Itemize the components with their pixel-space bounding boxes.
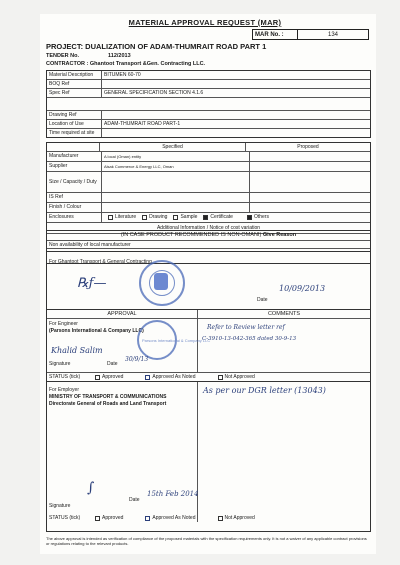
engineer-signature: Khalid Salim xyxy=(51,346,103,355)
spec-label: IS Ref xyxy=(47,193,102,202)
detail-value: BITUMEN 60-70 xyxy=(104,72,141,78)
non-omani-reason: Non availability of local manufacturer xyxy=(49,242,131,248)
engineer-status-approved[interactable] xyxy=(95,373,123,381)
engineer-date-label: Date xyxy=(107,361,118,367)
spec-proposed xyxy=(250,152,370,161)
contractor-line: CONTRACTOR : Ghantoot Transport &Gen. Contracting LLC. xyxy=(46,61,206,67)
contractor-date-label: Date xyxy=(257,297,268,303)
spec-header-specified: Specified xyxy=(100,143,246,151)
detail-value: GENERAL SPECIFICATION SECTION 4.1.6 xyxy=(104,90,204,96)
employer-status-approved-as-noted[interactable] xyxy=(145,514,195,522)
checkbox-icon[interactable] xyxy=(142,215,147,220)
checkbox-icon[interactable] xyxy=(95,375,100,380)
detail-row xyxy=(47,89,370,98)
employer-date-value: 15th Feb 2014 xyxy=(147,490,199,498)
spec-table-header xyxy=(47,143,370,152)
engineer-date-value: 30/9/13 xyxy=(125,356,149,363)
spec-header-blank xyxy=(47,143,100,151)
details-table xyxy=(46,70,371,138)
employer-status-approved[interactable] xyxy=(95,514,123,522)
engineer-name: (Parsons International & Company LLC) xyxy=(49,328,144,334)
contractor-sign-section xyxy=(46,252,371,310)
tender-line xyxy=(46,53,131,59)
detail-value xyxy=(102,80,370,88)
employer-label: For Employer xyxy=(49,387,80,393)
non-omani-section xyxy=(46,230,371,252)
engineer-comment-line2: C-3910-13-042-365 dated 30-9-13 xyxy=(202,336,297,342)
detail-row xyxy=(47,129,370,137)
spec-label: Supplier xyxy=(47,162,102,171)
tender-label: TENDER No. xyxy=(46,53,79,59)
spec-specified xyxy=(102,203,250,212)
status-option-label: Not Approved xyxy=(224,515,255,521)
enclosures-row xyxy=(47,213,370,223)
approval-heading-row xyxy=(47,310,370,319)
detail-value xyxy=(102,111,370,119)
spec-row xyxy=(47,172,370,193)
mar-number-box xyxy=(252,29,370,40)
checkbox-icon[interactable] xyxy=(108,215,113,220)
engineer-status-label: STATUS (tick) xyxy=(49,374,81,380)
detail-row xyxy=(47,71,370,80)
employer-ministry: MINISTRY OF TRANSPORT & COMMUNICATIONS xyxy=(49,394,167,400)
project-title: PROJECT: DUALIZATION OF ADAM-THUMRAIT ROAD PART 1 xyxy=(46,42,267,51)
enclosure-label: Others xyxy=(253,214,269,220)
approval-section xyxy=(46,310,371,382)
detail-value xyxy=(102,129,370,137)
enclosure-certificate[interactable] xyxy=(203,213,233,222)
approval-divider xyxy=(197,318,198,372)
contractor-stamp xyxy=(139,260,185,306)
checkbox-checked-icon[interactable] xyxy=(203,215,208,220)
stamp-logo-icon xyxy=(154,273,168,290)
enclosures-label: Enclosures xyxy=(47,213,102,222)
spec-proposed xyxy=(250,203,370,212)
employer-comment: As per our DGR letter (13043) xyxy=(203,386,326,395)
spec-label: Manufacturer xyxy=(47,152,102,161)
employer-signature-label: Signature xyxy=(49,503,71,509)
contractor-sign-label: For Ghantoot Transport & General Contracting xyxy=(49,259,152,265)
status-option-label: Approved xyxy=(102,374,124,380)
detail-row xyxy=(47,111,370,120)
detail-row xyxy=(47,80,370,89)
spec-specified: Alsak Commerce & Energy LLC, Oman xyxy=(102,162,250,171)
spec-proposed xyxy=(250,172,370,192)
spec-row xyxy=(47,152,370,162)
engineer-status-row xyxy=(47,372,370,381)
contractor-date-value: 10/09/2013 xyxy=(279,284,326,293)
engineer-status-not-approved[interactable] xyxy=(218,373,255,381)
contractor-signature: ℞ƒ— xyxy=(77,276,107,291)
detail-label: Time required at site xyxy=(47,129,102,137)
mar-number-label: MAR No. : xyxy=(252,29,298,40)
engineer-comment-line1: Refer to Review letter ref xyxy=(207,324,285,331)
detail-label: Spec Ref xyxy=(47,89,102,97)
enclosure-literature[interactable] xyxy=(108,213,136,222)
detail-label: Material Description xyxy=(47,71,102,79)
document-page xyxy=(40,14,376,554)
spec-label: Size / Capacity / Duty xyxy=(47,172,102,192)
employer-status-label: STATUS (tick) xyxy=(49,515,81,521)
spec-row xyxy=(47,193,370,203)
status-option-label: Not Approved xyxy=(224,374,255,380)
footer-note: The above approval is intended as verification of compliance of the proposed materials with the specification requirements only. It is not a waiver of any applicable contract provisions or regulations relating to the relevant products. xyxy=(46,536,367,546)
employer-directorate: Directorate General of Roads and Land Transport xyxy=(49,401,167,407)
engineer-stamp xyxy=(137,320,211,360)
status-option-label: Approved xyxy=(102,515,124,521)
detail-label: Location of Use xyxy=(47,120,102,128)
document-title: MATERIAL APPROVAL REQUEST (MAR) xyxy=(128,18,282,27)
enclosure-drawing[interactable] xyxy=(142,213,167,222)
tender-number: 112/2013 xyxy=(108,53,131,59)
detail-value: ADAM-THUMRAIT ROAD PART-1 xyxy=(104,121,181,127)
comments-heading: COMMENTS xyxy=(267,311,301,317)
engineer-label: For Engineer xyxy=(49,321,78,327)
approval-heading: APPROVAL xyxy=(47,310,198,318)
checkbox-icon[interactable] xyxy=(218,375,223,380)
mar-number-value: 134 xyxy=(298,29,369,40)
checkbox-icon[interactable] xyxy=(218,516,223,521)
non-omani-heading xyxy=(47,231,370,241)
enclosure-label: Literature xyxy=(115,214,137,220)
detail-label: Drawing Ref xyxy=(47,111,102,119)
non-omani-heading-text: (IN CASE PRODUCT RECOMMENDED IS NON-OMANI) xyxy=(120,232,263,238)
spec-header-proposed: Proposed xyxy=(297,144,319,150)
non-omani-heading-bold: Give Reason xyxy=(262,232,297,238)
spec-row xyxy=(47,203,370,213)
enclosure-label: Sample xyxy=(180,214,198,220)
engineer-stamp-text: Parsons International & Company LLC xyxy=(142,338,211,343)
status-option-label: Approved As Noted xyxy=(152,374,196,380)
checkmark-icon[interactable] xyxy=(145,375,150,380)
employer-divider xyxy=(197,382,198,522)
employer-section xyxy=(46,382,371,532)
enclosure-sample[interactable] xyxy=(173,213,197,222)
checkbox-checked-icon[interactable] xyxy=(247,215,252,220)
detail-label: BOQ Ref xyxy=(47,80,102,88)
enclosure-label: Drawing xyxy=(149,214,168,220)
detail-row xyxy=(47,120,370,129)
checkbox-icon[interactable] xyxy=(173,215,178,220)
detail-spacer xyxy=(47,98,370,111)
employer-signature: ∫ xyxy=(87,480,95,496)
spec-specified: A local (Oman) entity xyxy=(102,152,250,161)
spec-specified xyxy=(102,172,250,192)
additional-info-heading: Additional Information / Notice of cost variation xyxy=(47,223,370,234)
spec-proposed xyxy=(250,162,370,171)
status-option-label: Approved As Noted xyxy=(152,515,196,521)
checkmark-icon[interactable] xyxy=(145,516,150,521)
engineer-signature-label: Signature xyxy=(49,361,71,367)
spec-row xyxy=(47,162,370,172)
enclosure-others[interactable] xyxy=(247,213,269,222)
employer-date-label: Date xyxy=(129,497,140,503)
checkbox-icon[interactable] xyxy=(95,516,100,521)
employer-status-not-approved[interactable] xyxy=(218,514,255,522)
employer-status-row xyxy=(47,514,370,522)
spec-specified xyxy=(102,193,250,202)
engineer-status-approved-as-noted[interactable] xyxy=(145,373,195,381)
spec-proposed xyxy=(250,193,370,202)
spec-label: Finish / Colour xyxy=(47,203,102,212)
enclosure-label: Certificate xyxy=(210,214,233,220)
